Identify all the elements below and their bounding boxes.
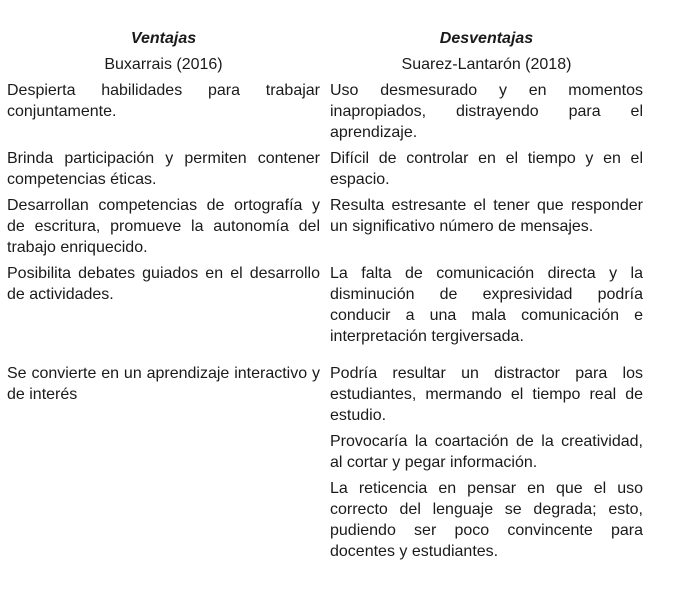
advantages-disadvantages-table — [7, 26, 643, 565]
table-row — [7, 476, 643, 565]
advantage-cell — [7, 429, 330, 476]
table-row — [7, 78, 643, 146]
table-row — [7, 261, 643, 350]
desventajas-source: Suarez-Lantarón (2018) — [401, 56, 572, 73]
column-source-row — [7, 52, 643, 78]
table-row — [7, 193, 643, 261]
advantage-cell: Despierta habilidades para trabajar conjuntamente. — [7, 82, 320, 120]
column-title-row — [7, 26, 643, 52]
ventajas-source: Buxarrais (2016) — [104, 56, 223, 73]
disadvantage-cell: Podría resultar un distractor para los estudiantes, mermando el tiempo real de estudio. — [330, 365, 643, 424]
ventajas-column-title: Ventajas — [130, 30, 197, 47]
disadvantage-cell: La falta de comunicación directa y la disminución de expresividad podría conducir a una mala comunicación e interpretación tergiversada. — [330, 265, 643, 345]
table-row — [7, 146, 643, 193]
advantage-cell: Se convierte en un aprendizaje interactivo y de interés — [7, 365, 320, 403]
desventajas-column-title: Desventajas — [439, 30, 534, 47]
advantage-cell: Posibilita debates guiados en el desarrollo de actividades. — [7, 265, 320, 303]
advantage-cell: Desarrollan competencias de ortografía y de escritura, promueve la autonomía del trabajo enriquecido. — [7, 197, 320, 256]
advantage-cell: Brinda participación y permiten contener competencias éticas. — [7, 150, 320, 188]
disadvantage-cell: Uso desmesurado y en momentos inapropiados, distrayendo para el aprendizaje. — [330, 82, 643, 141]
advantage-cell — [7, 476, 330, 565]
disadvantage-cell: La reticencia en pensar en que el uso correcto del lenguaje se degrada; esto, pudiendo ser poco convincente para docentes y estudiantes. — [330, 480, 643, 560]
table-row — [7, 429, 643, 476]
disadvantage-cell: Difícil de controlar en el tiempo y en el espacio. — [330, 150, 643, 188]
table-row — [7, 350, 643, 429]
disadvantage-cell: Resulta estresante el tener que responder un significativo número de mensajes. — [330, 197, 643, 235]
disadvantage-cell: Provocaría la coartación de la creatividad, al cortar y pegar información. — [330, 433, 643, 471]
